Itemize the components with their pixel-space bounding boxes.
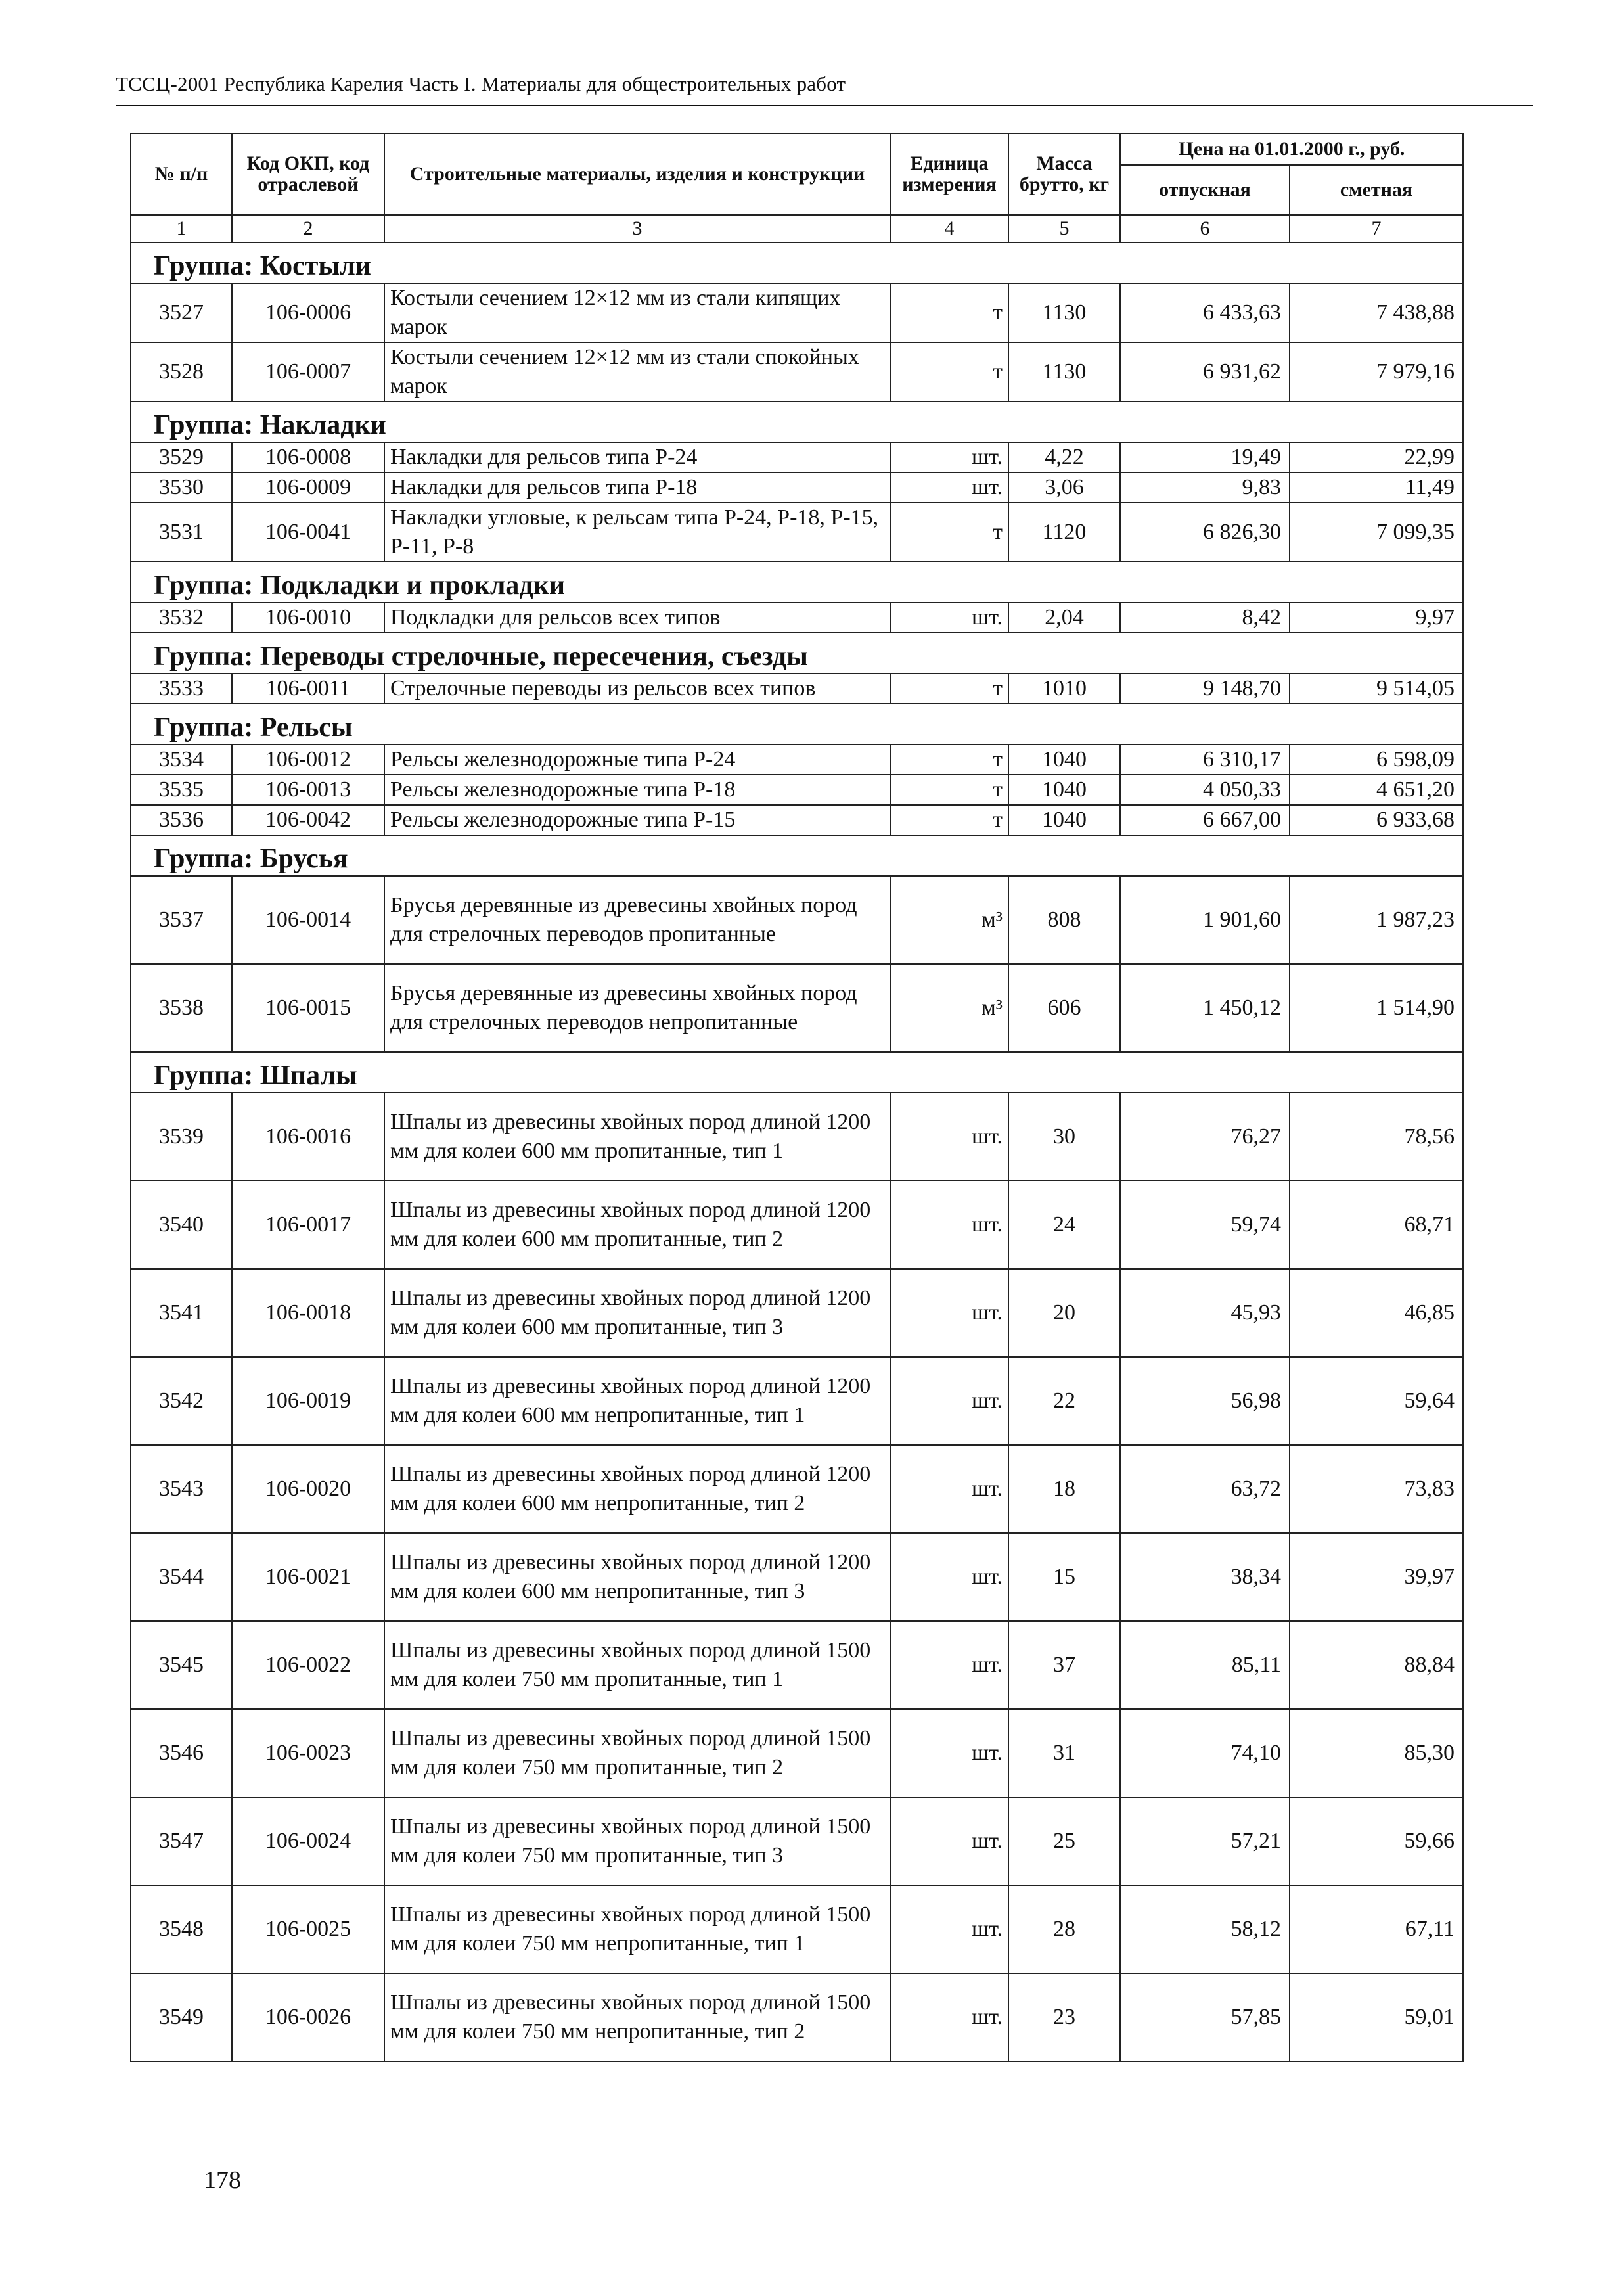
- group-heading: Группа: Шпалы: [131, 1052, 1463, 1093]
- table-row: [131, 603, 1463, 633]
- row-unit: т: [890, 503, 1008, 562]
- row-name: Шпалы из древесины хвойных пород длиной 1200 мм для колеи 600 мм пропитанные, тип 1: [384, 1093, 890, 1181]
- row-release-price: 58,12: [1120, 1885, 1290, 1973]
- row-estimate-price: 46,85: [1290, 1269, 1463, 1357]
- row-unit: шт.: [890, 1885, 1008, 1973]
- row-name: Подкладки для рельсов всех типов: [384, 603, 890, 633]
- row-mass: 1040: [1008, 775, 1120, 805]
- row-mass: 606: [1008, 964, 1120, 1052]
- row-release-price: 45,93: [1120, 1269, 1290, 1357]
- table-body: [131, 242, 1463, 2061]
- row-number: 3536: [131, 805, 232, 835]
- row-name: Шпалы из древесины хвойных пород длиной 1500 мм для колеи 750 мм пропитанные, тип 3: [384, 1797, 890, 1885]
- row-code: 106-0017: [232, 1181, 384, 1269]
- table-row: [131, 1709, 1463, 1797]
- row-name: Шпалы из древесины хвойных пород длиной 1500 мм для колеи 750 мм пропитанные, тип 1: [384, 1621, 890, 1709]
- row-name: Брусья деревянные из древесины хвойных пород для стрелочных переводов пропитанные: [384, 876, 890, 964]
- row-code: 106-0009: [232, 472, 384, 503]
- row-code: 106-0020: [232, 1445, 384, 1533]
- row-estimate-price: 6 598,09: [1290, 744, 1463, 775]
- row-name: Рельсы железнодорожные типа Р-18: [384, 775, 890, 805]
- column-index: 3: [384, 215, 890, 242]
- row-name: Шпалы из древесины хвойных пород длиной 1500 мм для колеи 750 мм пропитанные, тип 2: [384, 1709, 890, 1797]
- row-release-price: 6 667,00: [1120, 805, 1290, 835]
- group-heading-row: [131, 704, 1463, 744]
- row-estimate-price: 59,66: [1290, 1797, 1463, 1885]
- row-unit: шт.: [890, 1973, 1008, 2061]
- row-estimate-price: 6 933,68: [1290, 805, 1463, 835]
- row-release-price: 9 148,70: [1120, 674, 1290, 704]
- col-header-code: Код ОКП, код отраслевой: [232, 133, 384, 215]
- row-release-price: 9,83: [1120, 472, 1290, 503]
- row-code: 106-0012: [232, 744, 384, 775]
- row-unit: шт.: [890, 1797, 1008, 1885]
- row-estimate-price: 7 099,35: [1290, 503, 1463, 562]
- row-mass: 20: [1008, 1269, 1120, 1357]
- table-row: [131, 1269, 1463, 1357]
- group-heading-row: [131, 1052, 1463, 1093]
- row-code: 106-0014: [232, 876, 384, 964]
- row-number: 3527: [131, 283, 232, 342]
- row-name: Рельсы железнодорожные типа Р-15: [384, 805, 890, 835]
- row-estimate-price: 7 979,16: [1290, 342, 1463, 401]
- row-number: 3539: [131, 1093, 232, 1181]
- row-number: 3546: [131, 1709, 232, 1797]
- row-release-price: 85,11: [1120, 1621, 1290, 1709]
- table-row: [131, 503, 1463, 562]
- group-heading: Группа: Накладки: [131, 401, 1463, 442]
- row-unit: шт.: [890, 442, 1008, 472]
- row-mass: 3,06: [1008, 472, 1120, 503]
- row-code: 106-0010: [232, 603, 384, 633]
- row-name: Костыли сечением 12×12 мм из стали спокойных марок: [384, 342, 890, 401]
- row-mass: 1120: [1008, 503, 1120, 562]
- table-row: [131, 1797, 1463, 1885]
- row-estimate-price: 78,56: [1290, 1093, 1463, 1181]
- row-unit: т: [890, 805, 1008, 835]
- row-unit: шт.: [890, 1181, 1008, 1269]
- row-number: 3541: [131, 1269, 232, 1357]
- row-name: Шпалы из древесины хвойных пород длиной 1200 мм для колеи 600 мм пропитанные, тип 3: [384, 1269, 890, 1357]
- row-mass: 1040: [1008, 744, 1120, 775]
- row-release-price: 57,85: [1120, 1973, 1290, 2061]
- row-number: 3530: [131, 472, 232, 503]
- row-number: 3548: [131, 1885, 232, 1973]
- row-unit: т: [890, 775, 1008, 805]
- row-unit: т: [890, 342, 1008, 401]
- table-header: [131, 133, 1463, 242]
- row-release-price: 6 931,62: [1120, 342, 1290, 401]
- column-index-row: [131, 215, 1463, 242]
- row-mass: 28: [1008, 1885, 1120, 1973]
- table-row: [131, 342, 1463, 401]
- col-header-name: Строительные материалы, изделия и конструкции: [384, 133, 890, 215]
- table-row: [131, 1885, 1463, 1973]
- row-release-price: 4 050,33: [1120, 775, 1290, 805]
- row-code: 106-0007: [232, 342, 384, 401]
- row-mass: 1130: [1008, 342, 1120, 401]
- row-unit: т: [890, 283, 1008, 342]
- row-code: 106-0024: [232, 1797, 384, 1885]
- group-heading: Группа: Брусья: [131, 835, 1463, 876]
- row-mass: 18: [1008, 1445, 1120, 1533]
- row-mass: 25: [1008, 1797, 1120, 1885]
- group-heading: Группа: Рельсы: [131, 704, 1463, 744]
- row-number: 3540: [131, 1181, 232, 1269]
- row-release-price: 76,27: [1120, 1093, 1290, 1181]
- row-mass: 23: [1008, 1973, 1120, 2061]
- row-name: Стрелочные переводы из рельсов всех типов: [384, 674, 890, 704]
- row-unit: м³: [890, 964, 1008, 1052]
- row-code: 106-0021: [232, 1533, 384, 1621]
- row-unit: шт.: [890, 1357, 1008, 1445]
- row-number: 3544: [131, 1533, 232, 1621]
- row-number: 3534: [131, 744, 232, 775]
- group-heading: Группа: Переводы стрелочные, пересечения, съезды: [131, 633, 1463, 674]
- row-code: 106-0008: [232, 442, 384, 472]
- row-name: Шпалы из древесины хвойных пород длиной 1500 мм для колеи 750 мм непропитанные, тип 2: [384, 1973, 890, 2061]
- column-index: 4: [890, 215, 1008, 242]
- row-number: 3529: [131, 442, 232, 472]
- row-unit: шт.: [890, 603, 1008, 633]
- row-estimate-price: 59,64: [1290, 1357, 1463, 1445]
- row-mass: 15: [1008, 1533, 1120, 1621]
- row-code: 106-0006: [232, 283, 384, 342]
- row-release-price: 74,10: [1120, 1709, 1290, 1797]
- row-unit: шт.: [890, 1533, 1008, 1621]
- col-header-price-group: Цена на 01.01.2000 г., руб.: [1120, 133, 1463, 165]
- group-heading-row: [131, 835, 1463, 876]
- row-number: 3537: [131, 876, 232, 964]
- row-mass: 4,22: [1008, 442, 1120, 472]
- row-name: Шпалы из древесины хвойных пород длиной 1200 мм для колеи 600 мм непропитанные, тип 2: [384, 1445, 890, 1533]
- column-index: 2: [232, 215, 384, 242]
- table-row: [131, 1181, 1463, 1269]
- row-name: Шпалы из древесины хвойных пород длиной 1200 мм для колеи 600 мм непропитанные, тип 1: [384, 1357, 890, 1445]
- row-unit: шт.: [890, 472, 1008, 503]
- table-row: [131, 876, 1463, 964]
- table-row: [131, 674, 1463, 704]
- row-unit: шт.: [890, 1621, 1008, 1709]
- row-number: 3547: [131, 1797, 232, 1885]
- table-row: [131, 1093, 1463, 1181]
- row-mass: 30: [1008, 1093, 1120, 1181]
- row-estimate-price: 39,97: [1290, 1533, 1463, 1621]
- row-estimate-price: 68,71: [1290, 1181, 1463, 1269]
- price-table-container: [130, 133, 1462, 2062]
- row-estimate-price: 1 514,90: [1290, 964, 1463, 1052]
- group-heading-row: [131, 562, 1463, 603]
- row-unit: т: [890, 744, 1008, 775]
- row-estimate-price: 88,84: [1290, 1621, 1463, 1709]
- row-release-price: 1 450,12: [1120, 964, 1290, 1052]
- row-number: 3549: [131, 1973, 232, 2061]
- row-number: 3542: [131, 1357, 232, 1445]
- row-number: 3528: [131, 342, 232, 401]
- row-estimate-price: 1 987,23: [1290, 876, 1463, 964]
- group-heading: Группа: Костыли: [131, 242, 1463, 283]
- row-estimate-price: 73,83: [1290, 1445, 1463, 1533]
- row-mass: 1130: [1008, 283, 1120, 342]
- row-code: 106-0015: [232, 964, 384, 1052]
- col-header-price-release: отпускная: [1120, 165, 1290, 215]
- group-heading-row: [131, 242, 1463, 283]
- group-heading: Группа: Подкладки и прокладки: [131, 562, 1463, 603]
- row-name: Шпалы из древесины хвойных пород длиной 1200 мм для колеи 600 мм непропитанные, тип 3: [384, 1533, 890, 1621]
- col-header-num: № п/п: [131, 133, 232, 215]
- row-mass: 24: [1008, 1181, 1120, 1269]
- row-release-price: 57,21: [1120, 1797, 1290, 1885]
- row-code: 106-0011: [232, 674, 384, 704]
- row-mass: 37: [1008, 1621, 1120, 1709]
- table-row: [131, 472, 1463, 503]
- table-row: [131, 744, 1463, 775]
- row-code: 106-0019: [232, 1357, 384, 1445]
- row-code: 106-0026: [232, 1973, 384, 2061]
- row-estimate-price: 22,99: [1290, 442, 1463, 472]
- row-mass: 1010: [1008, 674, 1120, 704]
- col-header-price-estimate: сметная: [1290, 165, 1463, 215]
- col-header-mass: Масса брутто, кг: [1008, 133, 1120, 215]
- row-estimate-price: 67,11: [1290, 1885, 1463, 1973]
- row-mass: 22: [1008, 1357, 1120, 1445]
- row-name: Шпалы из древесины хвойных пород длиной 1200 мм для колеи 600 мм пропитанные, тип 2: [384, 1181, 890, 1269]
- row-unit: шт.: [890, 1093, 1008, 1181]
- row-release-price: 6 826,30: [1120, 503, 1290, 562]
- table-row: [131, 805, 1463, 835]
- row-name: Рельсы железнодорожные типа Р-24: [384, 744, 890, 775]
- row-code: 106-0013: [232, 775, 384, 805]
- row-code: 106-0025: [232, 1885, 384, 1973]
- row-code: 106-0042: [232, 805, 384, 835]
- group-heading-row: [131, 401, 1463, 442]
- table-row: [131, 1357, 1463, 1445]
- row-estimate-price: 11,49: [1290, 472, 1463, 503]
- row-estimate-price: 4 651,20: [1290, 775, 1463, 805]
- row-number: 3545: [131, 1621, 232, 1709]
- row-unit: т: [890, 674, 1008, 704]
- row-release-price: 6 433,63: [1120, 283, 1290, 342]
- row-code: 106-0041: [232, 503, 384, 562]
- header-rule: [116, 105, 1533, 106]
- row-estimate-price: 9,97: [1290, 603, 1463, 633]
- row-mass: 808: [1008, 876, 1120, 964]
- row-number: 3532: [131, 603, 232, 633]
- row-code: 106-0016: [232, 1093, 384, 1181]
- row-name: Накладки угловые, к рельсам типа Р-24, Р-18, Р-15, Р-11, Р-8: [384, 503, 890, 562]
- group-heading-row: [131, 633, 1463, 674]
- row-estimate-price: 7 438,88: [1290, 283, 1463, 342]
- row-name: Брусья деревянные из древесины хвойных пород для стрелочных переводов непропитанные: [384, 964, 890, 1052]
- row-name: Костыли сечением 12×12 мм из стали кипящих марок: [384, 283, 890, 342]
- column-index: 1: [131, 215, 232, 242]
- row-number: 3543: [131, 1445, 232, 1533]
- row-release-price: 38,34: [1120, 1533, 1290, 1621]
- row-estimate-price: 85,30: [1290, 1709, 1463, 1797]
- table-row: [131, 1973, 1463, 2061]
- row-code: 106-0018: [232, 1269, 384, 1357]
- row-number: 3531: [131, 503, 232, 562]
- row-mass: 1040: [1008, 805, 1120, 835]
- row-number: 3535: [131, 775, 232, 805]
- row-estimate-price: 9 514,05: [1290, 674, 1463, 704]
- row-mass: 2,04: [1008, 603, 1120, 633]
- row-release-price: 6 310,17: [1120, 744, 1290, 775]
- table-row: [131, 442, 1463, 472]
- row-unit: м³: [890, 876, 1008, 964]
- row-code: 106-0023: [232, 1709, 384, 1797]
- row-release-price: 1 901,60: [1120, 876, 1290, 964]
- row-name: Накладки для рельсов типа Р-24: [384, 442, 890, 472]
- column-index: 7: [1290, 215, 1463, 242]
- row-estimate-price: 59,01: [1290, 1973, 1463, 2061]
- row-unit: шт.: [890, 1445, 1008, 1533]
- row-mass: 31: [1008, 1709, 1120, 1797]
- row-release-price: 63,72: [1120, 1445, 1290, 1533]
- row-unit: шт.: [890, 1269, 1008, 1357]
- table-row: [131, 1533, 1463, 1621]
- table-row: [131, 964, 1463, 1052]
- row-release-price: 8,42: [1120, 603, 1290, 633]
- running-title: ТССЦ-2001 Республика Карелия Часть I. Материалы для общестроительных работ: [116, 72, 846, 95]
- row-name: Шпалы из древесины хвойных пород длиной 1500 мм для колеи 750 мм непропитанные, тип 1: [384, 1885, 890, 1973]
- table-row: [131, 283, 1463, 342]
- column-index: 5: [1008, 215, 1120, 242]
- row-name: Накладки для рельсов типа Р-18: [384, 472, 890, 503]
- row-code: 106-0022: [232, 1621, 384, 1709]
- price-table: [130, 133, 1464, 2062]
- table-row: [131, 1621, 1463, 1709]
- row-release-price: 59,74: [1120, 1181, 1290, 1269]
- table-row: [131, 1445, 1463, 1533]
- row-release-price: 19,49: [1120, 442, 1290, 472]
- row-number: 3533: [131, 674, 232, 704]
- row-number: 3538: [131, 964, 232, 1052]
- column-index: 6: [1120, 215, 1290, 242]
- col-header-unit: Единица измерения: [890, 133, 1008, 215]
- page-number: 178: [204, 2166, 241, 2194]
- table-row: [131, 775, 1463, 805]
- row-unit: шт.: [890, 1709, 1008, 1797]
- row-release-price: 56,98: [1120, 1357, 1290, 1445]
